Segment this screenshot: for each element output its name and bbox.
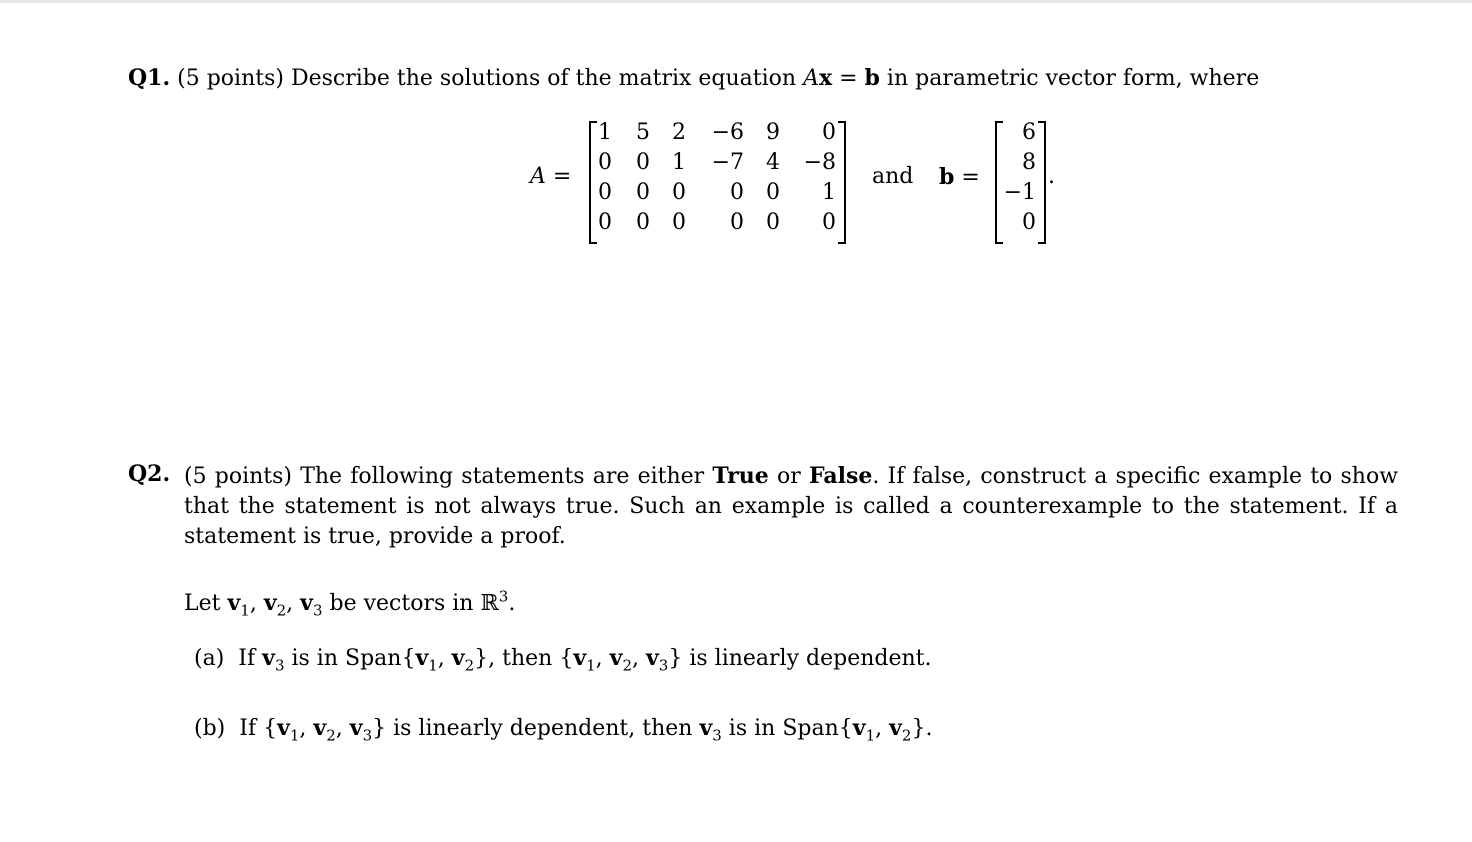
q1-equals: =	[839, 66, 858, 91]
matrix-a-left-bracket	[589, 121, 597, 244]
matrix-a-cell: 0	[636, 150, 650, 175]
vector-b-cell: 6	[1022, 120, 1036, 145]
matrix-a-cell: 0	[730, 180, 744, 205]
matrix-a-cell: 1	[598, 120, 612, 145]
matrix-a-cell: 0	[672, 180, 686, 205]
matrix-a-label: A =	[530, 164, 572, 189]
true-word: True	[712, 463, 769, 489]
vector-b-cell: 0	[1022, 210, 1036, 235]
vector-b-label: b =	[939, 164, 980, 190]
matrix-a-cell: 5	[636, 120, 650, 145]
matrix-a-cell: 0	[822, 210, 836, 235]
q1-statement	[128, 65, 1259, 91]
statement-b: (b) If {$v_1$, $v_2$, $v_3$} is linearly dependent, then $v_3$ is in $Span\{v_1$, $v_2$}.	[194, 715, 933, 745]
vector-b-cell: 8	[1022, 150, 1036, 175]
matrix-a-cell: 0	[672, 210, 686, 235]
matrix-a-cell: 9	[766, 120, 780, 145]
matrix-a-cell: 0	[598, 180, 612, 205]
vector-b-left-bracket	[995, 121, 1003, 244]
q1-text2: in parametric vector form, where	[886, 66, 1260, 91]
statement-b-label: (b)	[194, 716, 226, 741]
matrix-a-cell: 2	[672, 120, 686, 145]
let-line: Let $v_1$, $v_2$, $v_3$ be vectors in ℝ$^3$.	[184, 587, 516, 620]
matrix-a-cell: −6	[711, 120, 744, 145]
statement-a-label: (a)	[194, 646, 225, 671]
vector-b-period: .	[1048, 164, 1055, 189]
matrix-a-cell: 0	[636, 210, 650, 235]
q1-b: b	[864, 65, 880, 91]
matrix-a-cell: 0	[636, 180, 650, 205]
q1-text1: Describe the solutions of the matrix equation	[290, 66, 797, 91]
and-word: and	[872, 164, 914, 189]
q2-statement: (5 points) The following statements are either True or False. If false, construct a specific example to show that the statement is not always true. Such an example is called a counterexample to the statement. If a statement is true, provide a proof.	[184, 463, 1399, 549]
q1-label: Q1.	[128, 65, 171, 91]
vector-b-cell: −1	[1003, 180, 1036, 205]
matrix-a-cell: −7	[711, 150, 744, 175]
matrix-a-cell: 0	[730, 210, 744, 235]
q2-points: (5 points)	[184, 464, 293, 489]
false-word: False	[808, 463, 873, 489]
matrix-a-cell: 0	[766, 210, 780, 235]
matrix-a-cell: 0	[598, 210, 612, 235]
matrix-a-cell: 0	[598, 150, 612, 175]
q1-x: x	[818, 65, 833, 91]
q2-label-row	[128, 461, 170, 487]
matrix-a-cell: 1	[672, 150, 686, 175]
q1-points: (5 points)	[177, 66, 284, 91]
q2-label: Q2.	[128, 461, 171, 487]
matrix-a-cell: 0	[822, 120, 836, 145]
matrix-a-cell: 4	[766, 150, 780, 175]
vector-b-right-bracket	[1038, 121, 1046, 244]
matrix-a-cell: 1	[822, 180, 836, 205]
q1-A: A	[803, 66, 819, 91]
statement-a: (a) If $v_3$ is in $Span\{v_1$, $v_2$}, then {$v_1$, $v_2$, $v_3$} is linearly dependent.	[194, 645, 932, 675]
top-border	[0, 0, 1472, 3]
matrix-a-cell: −8	[803, 150, 836, 175]
matrix-a-right-bracket	[838, 121, 846, 244]
matrix-a-cell: 0	[766, 180, 780, 205]
